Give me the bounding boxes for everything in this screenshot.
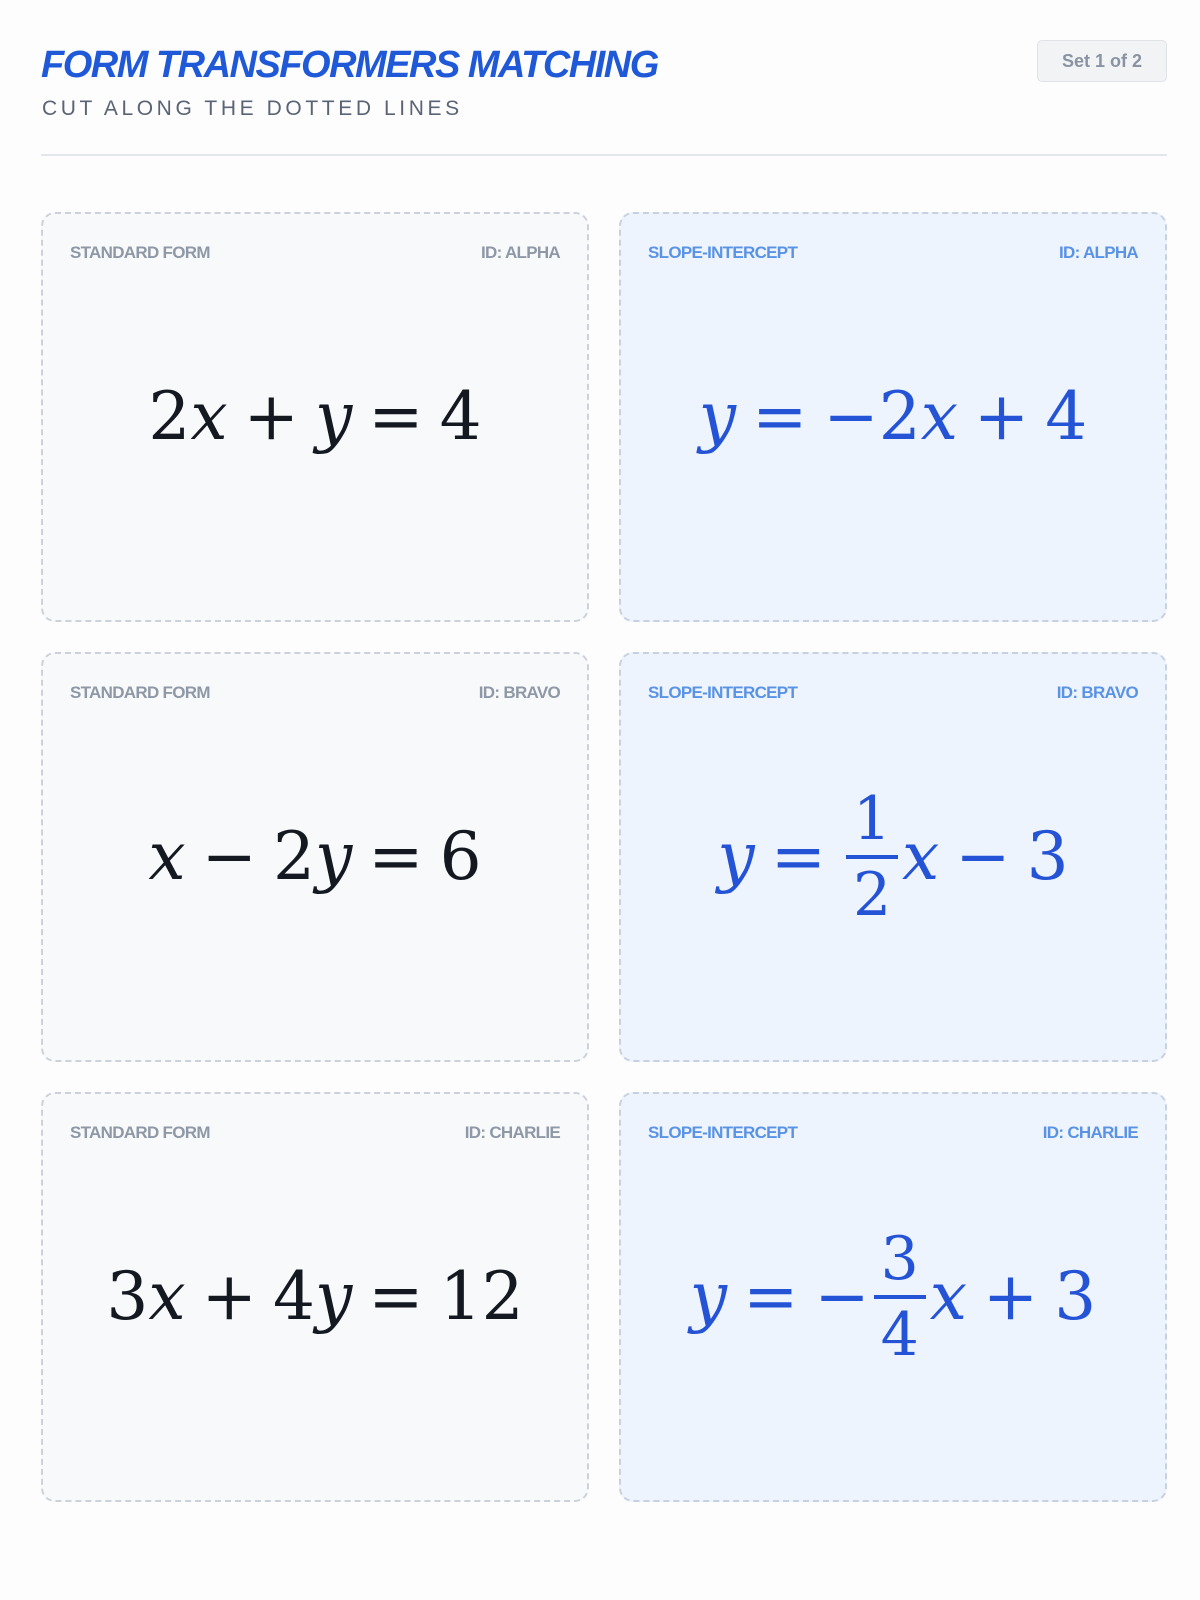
eq-variable: x — [920, 378, 958, 455]
eq-variable: x — [902, 818, 940, 895]
card-standard-charlie — [41, 1092, 589, 1502]
equation — [43, 214, 587, 620]
card-id-label: ID: ALPHA — [480, 243, 560, 262]
eq-term: 2 — [272, 818, 315, 895]
card-id-label: ID: CHARLIE — [464, 1123, 560, 1142]
eq-variable: y — [698, 378, 737, 455]
eq-term: 2 — [148, 378, 191, 455]
eq-equals: = — [770, 818, 827, 895]
eq-operator: + — [243, 378, 299, 455]
eq-term: 12 — [439, 1258, 524, 1335]
card-standard-alpha — [41, 212, 589, 622]
page-title: FORM TRANSFORMERS MATCHING — [41, 44, 658, 86]
card-grid — [41, 212, 1167, 1502]
eq-term: 4 — [272, 1258, 315, 1335]
card-id-label: ID: BRAVO — [478, 683, 560, 702]
card-type-label: STANDARD FORM — [70, 1123, 210, 1142]
eq-equals: = — [743, 1258, 799, 1335]
eq-operator: − — [814, 1258, 870, 1335]
eq-operator: + — [201, 1258, 257, 1335]
eq-variable: y — [314, 818, 353, 895]
eq-operator: − — [201, 818, 257, 895]
header — [41, 40, 1167, 155]
equation — [621, 214, 1165, 620]
card-id-label: ID: ALPHA — [1058, 243, 1138, 262]
eq-operator: − — [823, 378, 879, 455]
card-type-label: SLOPE-INTERCEPT — [648, 1123, 798, 1142]
eq-term: 4 — [439, 378, 482, 455]
eq-term: 6 — [439, 818, 482, 895]
eq-variable: x — [929, 1258, 967, 1335]
eq-operator: − — [955, 818, 1011, 895]
card-slope-intercept-charlie — [619, 1092, 1167, 1502]
eq-variable: x — [148, 1258, 186, 1335]
eq-fraction — [874, 1224, 926, 1370]
equation — [621, 654, 1165, 1060]
eq-term: 4 — [1045, 378, 1088, 455]
eq-term: 3 — [106, 1258, 149, 1335]
card-type-label: STANDARD FORM — [70, 243, 210, 262]
eq-equals: = — [368, 1258, 424, 1335]
eq-operator: + — [982, 1258, 1039, 1335]
card-type-label: SLOPE-INTERCEPT — [648, 683, 798, 702]
eq-term: 2 — [878, 378, 921, 455]
eq-term: 3 — [1054, 1258, 1097, 1335]
equation — [43, 654, 587, 1060]
equation — [621, 1094, 1165, 1500]
card-slope-intercept-alpha — [619, 212, 1167, 622]
eq-fraction — [846, 784, 898, 930]
eq-variable: x — [148, 818, 186, 895]
card-type-label: SLOPE-INTERCEPT — [648, 243, 798, 262]
fraction-numerator: 3 — [880, 1224, 919, 1294]
card-id-label: ID: BRAVO — [1056, 683, 1138, 702]
fraction-denominator: 4 — [880, 1300, 919, 1370]
card-id-label: ID: CHARLIE — [1042, 1123, 1138, 1142]
card-type-label: STANDARD FORM — [70, 683, 210, 702]
card-slope-intercept-bravo — [619, 652, 1167, 1062]
eq-variable: y — [717, 818, 755, 895]
eq-variable: y — [314, 378, 353, 455]
eq-equals: = — [368, 378, 424, 455]
header-divider — [41, 154, 1167, 156]
eq-variable: y — [689, 1258, 728, 1335]
eq-operator: + — [973, 378, 1030, 455]
fraction-denominator: 2 — [852, 860, 892, 930]
card-standard-bravo — [41, 652, 589, 1062]
set-badge: Set 1 of 2 — [1037, 40, 1167, 82]
eq-equals: = — [752, 378, 808, 455]
eq-variable: x — [190, 378, 228, 455]
equation — [43, 1094, 587, 1500]
eq-variable: y — [314, 1258, 353, 1335]
fraction-numerator: 1 — [852, 784, 892, 854]
page-subtitle: CUT ALONG THE DOTTED LINES — [42, 97, 463, 120]
eq-term: 3 — [1026, 818, 1069, 895]
eq-equals: = — [368, 818, 424, 895]
